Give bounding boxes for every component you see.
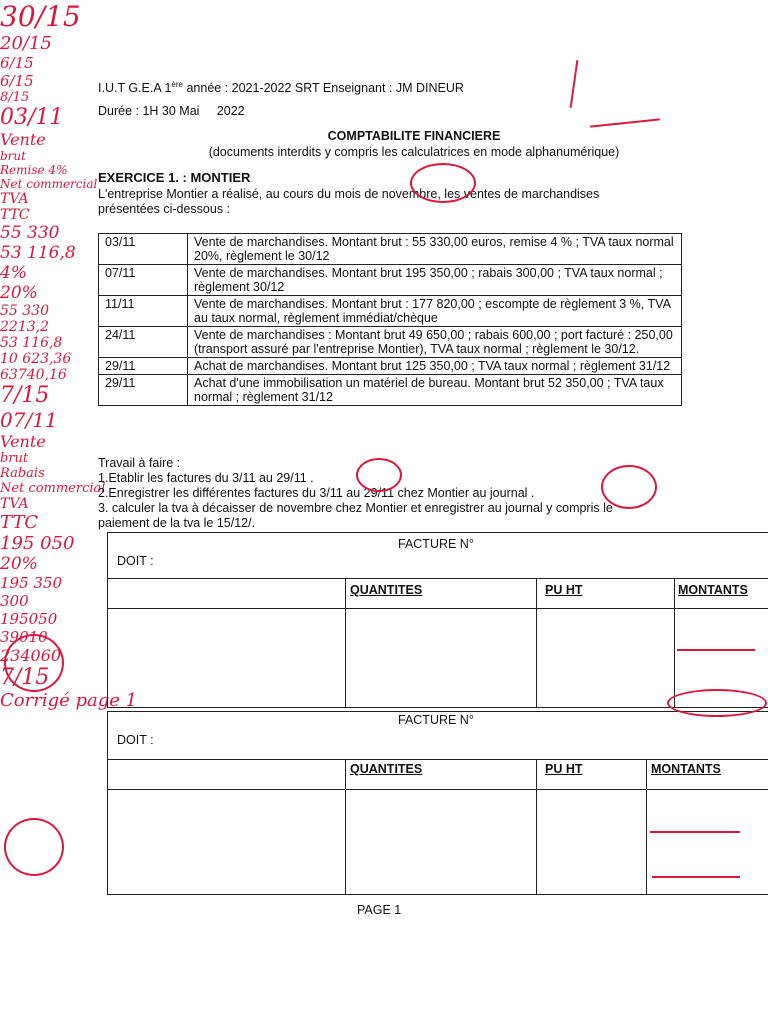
invoice-1-qty: 55 330 [0,223,60,243]
invoice-2 [107,711,768,895]
table-row [99,296,682,327]
invoice-doit-label: DOIT : [117,554,154,568]
column-montants: MONTANTS [678,583,748,597]
invoice-1-amount: 53 116,8 [0,335,63,351]
invoice-2-amount: 195050 [0,610,58,628]
course-header: I.U.T G.E.A 1ère année : 2021-2022 SRT Enseignant : JM DINEUR [98,80,464,96]
table-row [99,327,682,358]
invoice-2-qty: 195 050 [0,533,75,554]
operation-text: Vente de marchandises : Montant brut 49 650,00 ; rabais 600,00 ; port facturé : 250,00 (transport assuré par l'entreprise Montier), TVA taux normal ; règlement le 30/12. [188,327,682,358]
invoice-1-date: 03/11 [0,105,64,130]
exercise-heading: EXERCICE 1. : MONTIER [98,170,251,185]
invoice-2-amount: 195 350 [0,574,63,592]
column-pu-ht: PU HT [545,583,583,597]
operation-date: 07/11 [99,265,188,296]
operations-table [98,233,682,406]
column-quantites: QUANTITES [350,583,423,597]
column-divider [674,578,675,707]
grade-task-2: 6/15 [0,72,34,90]
table-row [99,265,682,296]
sum-line [652,876,740,878]
operation-date: 29/11 [99,375,188,406]
sum-line [677,649,755,651]
invoice-1-pu: 20% [0,283,38,303]
task-1: 1.Etablir les factures du 3/11 au 29/11 . [98,471,314,485]
task-3-line1: 3. calculer la tva à décaisser de novembre chez Montier et enregistrer au journal y compris le [98,501,613,515]
page-title: COMPTABILITE FINANCIERE [327,129,501,143]
invoice-2-type: Vente [0,432,46,451]
operation-text: Vente de marchandises. Montant brut : 55 330,00 euros, remise 4 % ; TVA taux normal 20%, règlement le 30/12 [188,234,682,265]
invoice-1-pu: 4% [0,263,27,283]
invoice-2-date: 07/11 [0,408,58,432]
grade-circle [4,634,64,692]
grade-exercise: 20/15 [0,33,52,54]
invoice-1-type: Vente [0,130,46,149]
column-divider [345,578,346,707]
invoice-1-amount: 2213,2 [0,319,49,335]
invoice-1-qty: 53 116,8 [0,243,76,263]
invoice-1-label-brut: brut [0,149,26,163]
operation-date: 24/11 [99,327,188,358]
invoice-doit-label: DOIT : [117,733,154,747]
column-quantites: QUANTITES [350,762,423,776]
column-pu-ht: PU HT [545,762,583,776]
task-3-line2: paiement de la tva le 15/12/. [98,516,256,530]
exercise-intro-line1: L'entreprise Montier a réalisé, au cours du mois de novembre, les ventes de marchandises [98,187,600,201]
operation-text: Achat de marchandises. Montant brut 125 350,00 ; TVA taux normal ; règlement 31/12 [188,358,682,375]
invoice-2-label-net: Net commercial [0,481,106,496]
footnote-annotation: Corrigé page 1 [0,690,138,711]
invoice-2-label-rabais: Rabais [0,466,45,481]
invoice-2-total: 234060 [0,646,62,665]
invoice-2-grade: 7/15 [0,665,50,690]
column-divider [536,759,537,894]
table-row [99,358,682,375]
grade-task-1: 6/15 [0,54,34,72]
exam-duration: Durée : 1H 30 Mai 2022 [98,104,245,118]
grade-circle [601,465,657,509]
grade-circle [410,163,476,203]
invoice-number-label: FACTURE N° [398,537,474,551]
invoice-1-label-remise: Remise 4% [0,163,68,177]
invoice-1-label-ttc: TTC [0,207,30,223]
column-divider [536,578,537,707]
column-divider [345,759,346,894]
invoice-2-label-ttc: TTC [0,512,39,533]
invoice-1-label-net: Net commercial [0,177,98,191]
table-row [99,375,682,406]
invoice-1 [107,532,768,708]
grade-total: 30/15 [0,0,81,33]
table-row [99,234,682,265]
invoice-2-label-tva: TVA [0,496,29,512]
operation-date: 29/11 [99,358,188,375]
invoice-1-total: 63740,16 [0,367,67,383]
grade-circle [4,818,64,876]
operation-date: 03/11 [99,234,188,265]
total-circle [667,689,767,717]
tasks-heading: Travail à faire : [98,456,181,470]
invoice-1-grade: 7/15 [0,383,50,408]
operation-text: Vente de marchandises. Montant brut 195 350,00 ; rabais 300,00 ; TVA taux normal ; règlement 30/12 [188,265,682,296]
page-number: PAGE 1 [357,903,402,917]
invoice-number-label: FACTURE N° [398,713,474,727]
invoice-1-amount: 55 330 [0,303,49,319]
exercise-intro-line2: présentées ci-dessous : [98,202,231,216]
invoice-2-pu: 20% [0,554,38,574]
operation-text: Vente de marchandises. Montant brut : 177 820,00 ; escompte de règlement 3 %, TVA au taux normal, règlement immédiat/chèque [188,296,682,327]
operation-date: 11/11 [99,296,188,327]
page-subtitle: (documents interdits y compris les calculatrices en mode alphanumérique) [208,145,620,159]
operation-text: Achat d'une immobilisation un matériel de bureau. Montant brut 52 350,00 ; TVA taux normal ; règlement 31/12 [188,375,682,406]
invoice-column-header [108,578,768,609]
invoice-2-amount: 39010 [0,628,48,646]
invoice-1-amount: 10 623,36 [0,351,72,367]
task-2: 2.Enregistrer les différentes factures du 3/11 au 29/11 chez Montier au journal . [98,486,535,500]
invoice-1-label-tva: TVA [0,191,29,207]
invoice-2-amount: 300 [0,592,29,610]
sum-line [650,831,740,833]
column-divider [646,759,647,894]
grade-circle [356,458,402,492]
grade-task-3: 8/15 [0,90,30,105]
invoice-2-label-brut: brut [0,451,29,466]
column-montants: MONTANTS [651,762,721,776]
